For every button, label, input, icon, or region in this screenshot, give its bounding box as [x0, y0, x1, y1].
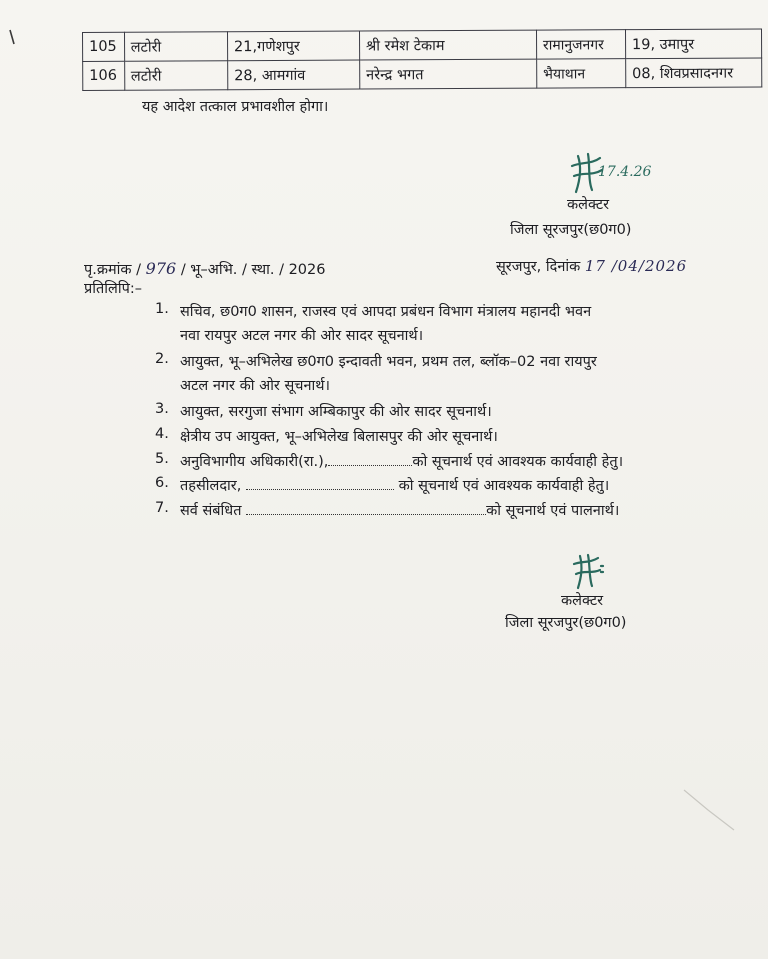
- list-item-text: आयुक्त, भू–अभिलेख छ0ग0 इन्दावती भवन, प्रथम तल, ब्लॉक–02 नवा रायपुर: [180, 354, 597, 370]
- place-date-line: [496, 256, 687, 276]
- list-item-lead: सर्व संबंधित: [180, 503, 242, 519]
- reference-prefix: पृ.क्रमांक /: [84, 262, 142, 278]
- table-row: [83, 58, 762, 91]
- table-cell-name: श्री रमेश टेकाम: [359, 30, 536, 60]
- reference-number: 976: [145, 259, 177, 278]
- collector-district: जिला सूरजपुर(छ0ग0): [505, 615, 627, 631]
- list-item-tail: को सूचनार्थ एवं आवश्यक कार्यवाही हेतु।: [398, 478, 610, 494]
- allocation-table: [82, 28, 762, 91]
- list-item-line: [180, 500, 619, 520]
- table-cell-new-village: 08, शिवप्रसादनगर: [626, 58, 762, 88]
- blank-dotted-line: [328, 453, 412, 466]
- list-item-number: 1.: [155, 301, 169, 317]
- signature-date: 17.4.26: [598, 164, 652, 180]
- table-cell-tehsil: लटोरी: [124, 32, 227, 62]
- table-cell-serial: 105: [83, 32, 125, 61]
- list-item-number: 2.: [155, 351, 169, 367]
- blank-dotted-line: [246, 502, 486, 515]
- blank-dotted-line: [246, 477, 394, 490]
- signature-mark: [572, 552, 608, 592]
- order-effective-note: यह आदेश तत्काल प्रभावशील होगा।: [142, 99, 329, 115]
- list-item-number: 6.: [155, 475, 169, 491]
- list-item-text: आयुक्त, सरगुजा संभाग अम्बिकापुर की ओर सादर सूचनार्थ।: [180, 404, 492, 420]
- table-cell-new-tehsil: रामानुजनगर: [536, 30, 625, 59]
- table-cell-new-tehsil: भैयाथान: [537, 59, 626, 88]
- list-item-text: नवा रायपुर अटल नगर की ओर सादर सूचनार्थ।: [180, 328, 424, 344]
- list-item-text: क्षेत्रीय उप आयुक्त, भू–अभिलेख बिलासपुर की ओर सूचनार्थ।: [180, 429, 498, 445]
- list-item-number: 4.: [155, 426, 169, 442]
- table-cell-tehsil: लटोरी: [124, 61, 227, 91]
- list-item-line: [180, 475, 609, 495]
- list-item-lead: अनुविभागीय अधिकारी(रा.),: [180, 454, 329, 470]
- collector-designation: कलेक्टर: [567, 197, 610, 213]
- table-cell-name: नरेन्द्र भगत: [360, 59, 537, 89]
- table-cell-serial: 106: [83, 61, 125, 90]
- ink-mark: [4, 28, 20, 48]
- reference-suffix: / भू–अभि. / स्था. / 2026: [180, 262, 326, 278]
- copy-heading: प्रतिलिपि:–: [84, 281, 142, 297]
- reference-number-line: [84, 259, 325, 279]
- list-item-text: अटल नगर की ओर सूचनार्थ।: [180, 378, 331, 394]
- handwritten-date: 17 /04/2026: [584, 257, 688, 275]
- collector-district: जिला सूरजपुर(छ0ग0): [510, 222, 632, 238]
- table-cell-new-village: 19, उमापुर: [625, 29, 761, 59]
- paper-crease: [680, 780, 740, 840]
- list-item-line: [180, 451, 623, 471]
- list-item-lead: तहसीलदार,: [180, 478, 242, 494]
- list-item-tail: को सूचनार्थ एवं पालनार्थ।: [486, 503, 620, 519]
- list-item-tail: को सूचनार्थ एवं आवश्यक कार्यवाही हेतु।: [412, 454, 624, 470]
- list-item-text: सचिव, छ0ग0 शासन, राजस्व एवं आपदा प्रबंधन विभाग मंत्रालय महानदी भवन: [180, 304, 592, 320]
- list-item-number: 7.: [155, 500, 169, 516]
- list-item-number: 5.: [155, 451, 169, 467]
- table-cell-village: 28, आमगांव: [228, 60, 360, 90]
- table-cell-village: 21,गणेशपुर: [227, 31, 359, 61]
- place-label: सूरजपुर, दिनांक: [496, 259, 581, 275]
- table-row: [83, 29, 762, 62]
- collector-designation: कलेक्टर: [561, 593, 604, 609]
- list-item-number: 3.: [155, 401, 169, 417]
